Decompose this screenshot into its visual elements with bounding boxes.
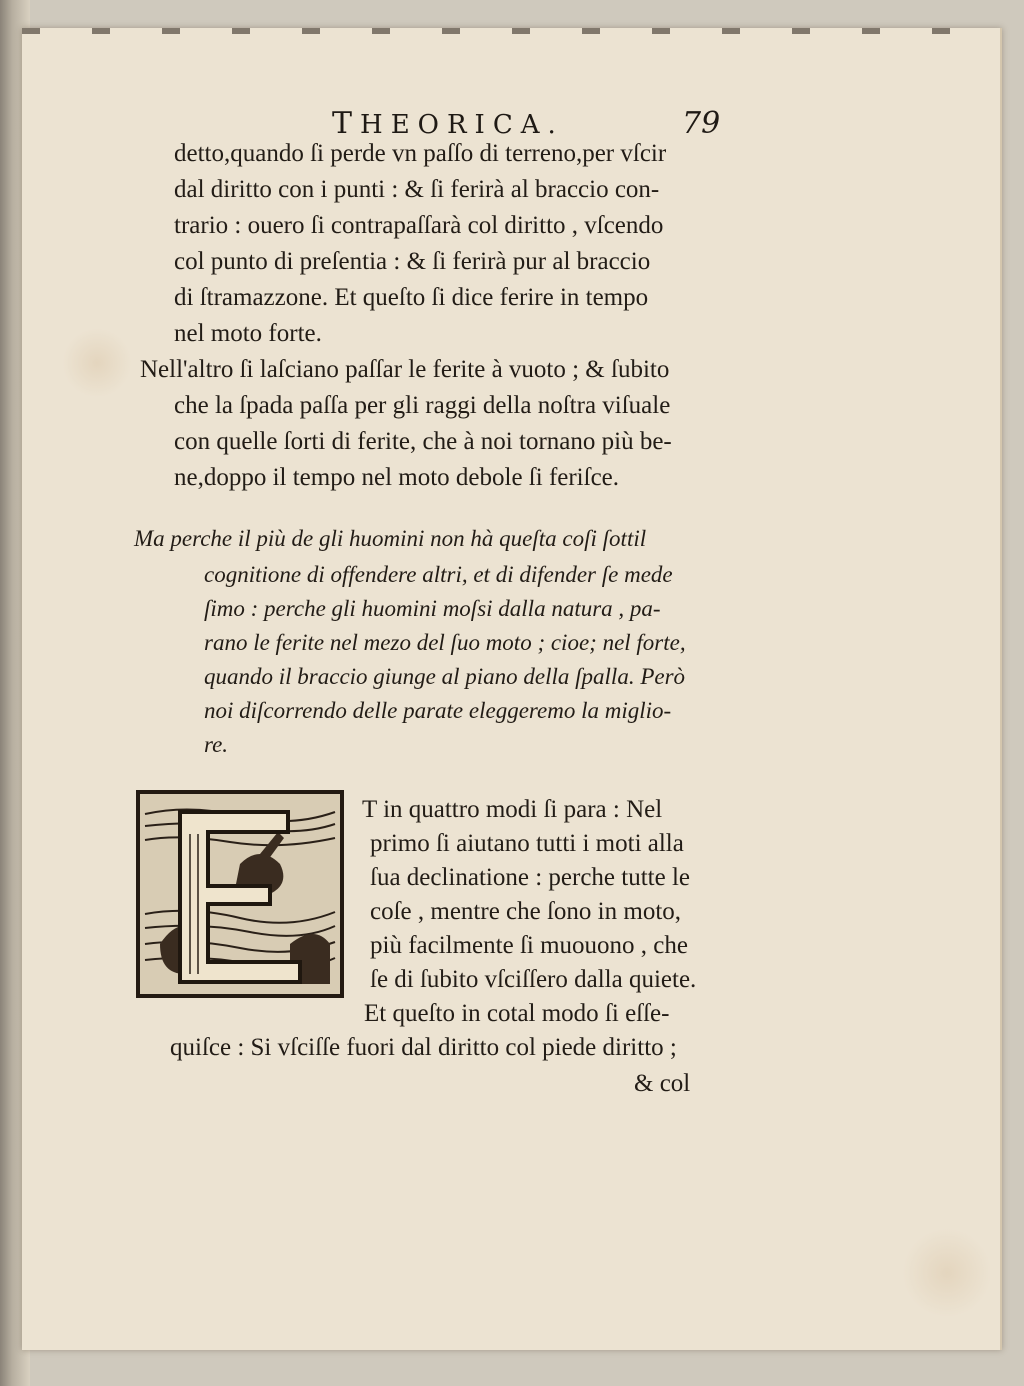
running-head-rest: HEORICA.: [360, 110, 564, 140]
text-line: ſua declinatione : perche tutte le: [370, 864, 690, 891]
book-page: [22, 28, 1002, 1350]
text-line: che la ſpada paſſa per gli raggi della noſtra viſuale: [174, 392, 671, 419]
paper-stain: [902, 1228, 992, 1318]
text-line: primo ſi aiutano tutti i moti alla: [370, 830, 684, 857]
text-line: ſe di ſubito vſciſſero dalla quiete.: [370, 966, 697, 993]
text-line: Nell'altro ſi laſciano paſſar le ferite à vuoto ; & ſubito: [140, 356, 670, 383]
italic-line: noi diſcorrendo delle parate eleggeremo la miglio-: [204, 698, 672, 723]
italic-line: quando il braccio giunge al piano della ſpalla. Però: [204, 664, 686, 689]
text-line: coſe , mentre che ſono in moto,: [370, 898, 682, 925]
running-head: [332, 106, 692, 141]
italic-line: ſimo : perche gli huomini moſsi dalla natura , pa-: [204, 596, 661, 621]
page-number: 79: [682, 106, 721, 141]
page-top-edge: [22, 28, 1000, 34]
woodcut-initial-e: [136, 790, 344, 998]
text-line: più facilmente ſi muouono , che: [370, 932, 688, 959]
text-line: T in quattro modi ſi para : Nel: [362, 796, 663, 823]
running-head-cap: T: [332, 106, 361, 141]
catchword: & col: [634, 1070, 691, 1097]
text-line: ne,doppo il tempo nel moto debole ſi feriſce.: [174, 464, 620, 491]
text-line: quiſce : Si vſciſſe fuori dal diritto col piede diritto ;: [170, 1034, 677, 1061]
italic-line: re.: [204, 732, 229, 757]
italic-line: Ma perche il più de gli huomini non hà queſta coſi ſottil: [134, 526, 647, 551]
paper-stain: [62, 328, 132, 398]
text-line: Et queſto in cotal modo ſi eſſe-: [364, 1000, 670, 1027]
text-line: col punto di preſentia : & ſi ferirà pur al braccio: [174, 248, 651, 275]
italic-line: rano le ferite nel mezo del ſuo moto ; cioe; nel forte,: [204, 630, 686, 655]
text-line: nel moto forte.: [174, 320, 322, 347]
text-line: con quelle ſorti di ferite, che à noi tornano più be-: [174, 428, 672, 455]
woodcut-illustration-icon: [140, 794, 340, 994]
text-line: di ſtramazzone. Et queſto ſi dice ferire in tempo: [174, 284, 649, 311]
text-line: trario : ouero ſi contrapaſſarà col diritto , vſcendo: [174, 212, 664, 239]
text-line: dal diritto con i punti : & ſi ferirà al braccio con-: [174, 176, 660, 203]
italic-line: cognitione di offendere altri, et di difender ſe mede: [204, 562, 673, 587]
text-line: detto,quando ſi perde vn paſſo di terreno,per vſcir: [174, 140, 667, 167]
